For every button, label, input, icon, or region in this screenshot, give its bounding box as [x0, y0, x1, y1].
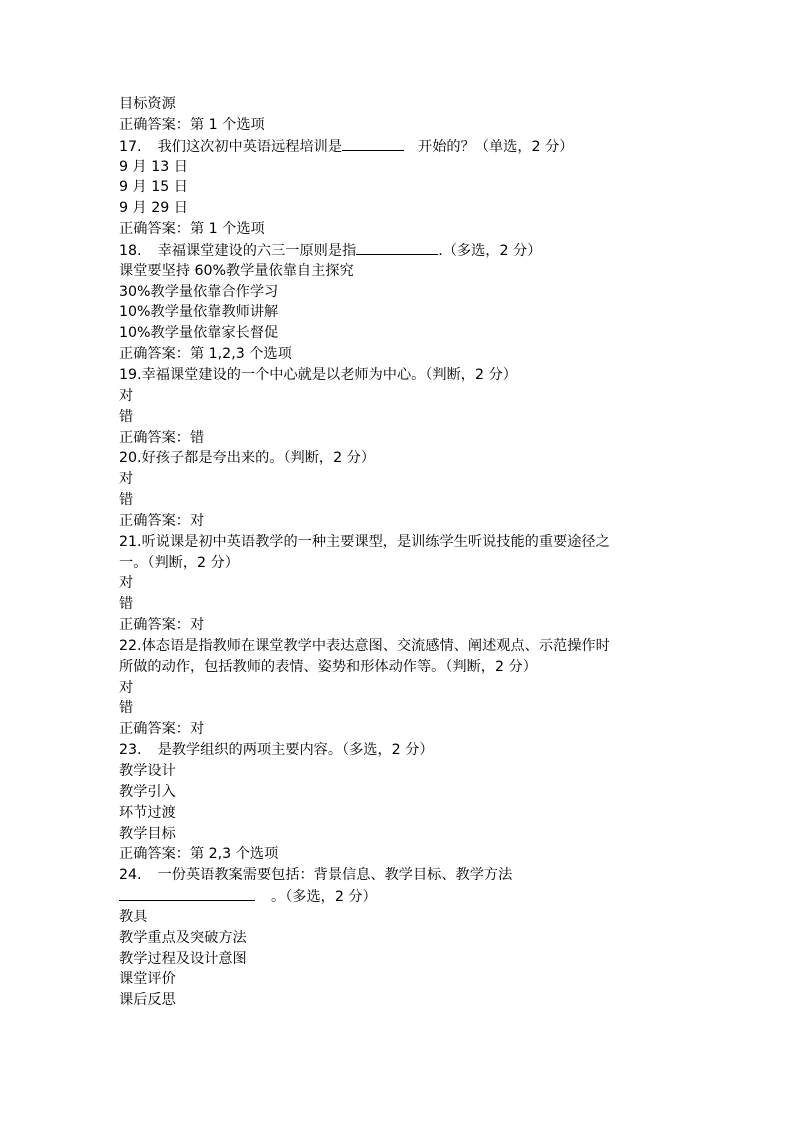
question-24-continued [119, 886, 679, 907]
fill-blank [356, 240, 438, 255]
answer-line: 正确答案：对 [119, 721, 205, 738]
question-22-continued: 所做的动作，包括教师的表情、姿势和形体动作等。（判断，2 分） [119, 658, 537, 675]
question-20: 20.好孩子都是夸出来的。（判断，2 分） [119, 450, 376, 467]
option-line: 对 [119, 387, 134, 404]
option-line: 教学过程及设计意图 [119, 950, 247, 967]
question-number: 23. [119, 742, 142, 759]
option-line: 10%教学量依靠教师讲解 [119, 304, 279, 321]
option-line: 9 月 15 日 [119, 179, 188, 196]
option-line: 目标资源 [119, 96, 176, 112]
option-line: 教学重点及突破方法 [119, 929, 247, 946]
question-23 [119, 740, 679, 761]
option-line: 9 月 13 日 [119, 158, 188, 175]
answer-line: 正确答案：对 [119, 617, 205, 634]
answer-line: 正确答案：第 2,3 个选项 [119, 846, 279, 863]
option-line: 错 [119, 700, 134, 717]
question-number: 24. [119, 867, 142, 884]
option-line: 课后反思 [119, 992, 176, 1009]
question-text: 开始的？（单选，2 分） [418, 138, 574, 155]
answer-line: 正确答案：错 [119, 429, 205, 446]
option-line: 9 月 29 日 [119, 200, 188, 217]
fill-blank [119, 886, 255, 901]
question-text: 。（多选，2 分） [271, 889, 377, 906]
fill-blank [342, 136, 404, 151]
option-line: 教学设计 [119, 763, 176, 779]
question-text: 我们这次初中英语远程培训是 [157, 138, 343, 155]
question-text: .（多选，2 分） [438, 242, 542, 259]
answer-line: 正确答案：第 1 个选项 [119, 221, 265, 238]
option-line: 课堂评价 [119, 971, 176, 988]
option-line: 错 [119, 596, 134, 613]
option-line: 教学目标 [119, 825, 176, 842]
option-line: 环节过渡 [119, 804, 176, 821]
option-line: 教具 [119, 908, 148, 925]
question-22: 22.体态语是指教师在课堂教学中表达意图、交流感情、阐述观点、示范操作时 [119, 637, 610, 654]
option-line: 30%教学量依靠合作学习 [119, 283, 279, 300]
question-text: 一份英语教案需要包括：背景信息、教学目标、教学方法 [157, 867, 513, 884]
question-text: 幸福课堂建设的六三一原则是指 [157, 242, 357, 259]
option-line: 教学引入 [119, 783, 176, 800]
answer-line: 正确答案：第 1,2,3 个选项 [119, 346, 292, 363]
question-number: 18. [119, 242, 142, 259]
document-page [119, 94, 679, 1011]
option-line: 错 [119, 408, 134, 425]
question-21-continued: 一。（判断，2 分） [119, 554, 239, 571]
question-21: 21.听说课是初中英语教学的一种主要课型，是训练学生听说技能的重要途径之 [119, 533, 610, 550]
option-line: 10%教学量依靠家长督促 [119, 325, 279, 342]
answer-line: 正确答案：第 1 个选项 [119, 116, 265, 133]
option-line: 对 [119, 679, 134, 696]
question-19: 19.幸福课堂建设的一个中心就是以老师为中心。（判断，2 分） [119, 366, 517, 383]
option-line: 对 [119, 471, 134, 488]
question-24 [119, 865, 679, 886]
option-line: 课堂要坚持 60%教学量依靠自主探究 [119, 262, 354, 279]
question-number: 17. [119, 138, 142, 155]
option-line: 错 [119, 492, 134, 509]
question-text: 是教学组织的两项主要内容。（多选，2 分） [157, 742, 434, 759]
question-18 [119, 240, 679, 261]
option-line: 对 [119, 575, 134, 592]
answer-line: 正确答案：对 [119, 512, 205, 529]
question-17 [119, 136, 679, 157]
